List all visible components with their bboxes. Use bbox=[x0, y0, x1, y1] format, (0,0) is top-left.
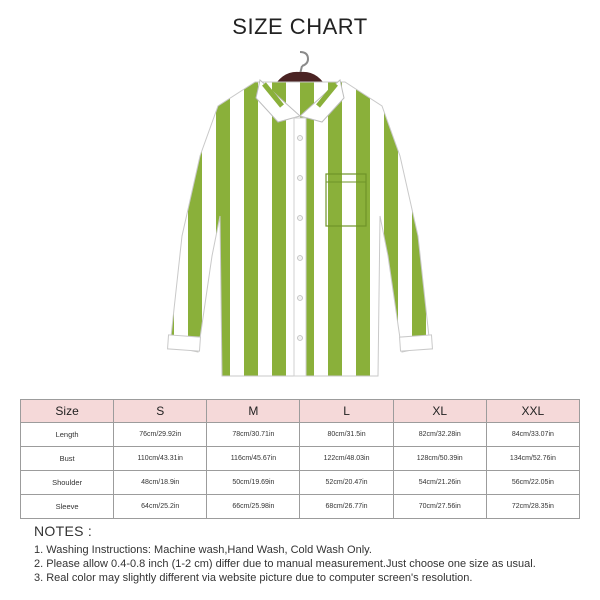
striped-shirt-icon bbox=[160, 46, 440, 386]
table-header-row bbox=[21, 400, 580, 423]
table-cell: 84cm/33.07in bbox=[486, 423, 579, 447]
row-label: Length bbox=[21, 423, 114, 447]
table-cell: 80cm/31.5in bbox=[300, 423, 393, 447]
table-cell: 116cm/45.67in bbox=[207, 447, 300, 471]
table-cell: 82cm/32.28in bbox=[393, 423, 486, 447]
table-cell: 134cm/52.76in bbox=[486, 447, 579, 471]
row-label: Bust bbox=[21, 447, 114, 471]
size-chart-table bbox=[20, 399, 580, 519]
column-header: XL bbox=[393, 400, 486, 423]
table-row bbox=[21, 471, 580, 495]
note-item: 2. Please allow 0.4-0.8 inch (1-2 cm) differ due to manual measurement.Just choose one size as usual. bbox=[34, 558, 536, 570]
table-cell: 52cm/20.47in bbox=[300, 471, 393, 495]
table-cell: 110cm/43.31in bbox=[114, 447, 207, 471]
table-cell: 54cm/21.26in bbox=[393, 471, 486, 495]
notes-section bbox=[34, 523, 594, 585]
table-cell: 56cm/22.05in bbox=[486, 471, 579, 495]
column-header: M bbox=[207, 400, 300, 423]
table-cell: 64cm/25.2in bbox=[114, 495, 207, 519]
column-header: XXL bbox=[486, 400, 579, 423]
note-item: 3. Real color may slightly different via website picture due to computer screen's resolution. bbox=[34, 572, 473, 584]
column-header: L bbox=[300, 400, 393, 423]
table-cell: 70cm/27.56in bbox=[393, 495, 486, 519]
page-title: SIZE CHART bbox=[232, 14, 368, 39]
product-image bbox=[160, 46, 440, 386]
row-label: Sleeve bbox=[21, 495, 114, 519]
column-header: Size bbox=[21, 400, 114, 423]
table-row bbox=[21, 447, 580, 471]
note-item: 1. Washing Instructions: Machine wash,Hand Wash, Cold Wash Only. bbox=[34, 544, 372, 556]
table-cell: 128cm/50.39in bbox=[393, 447, 486, 471]
table-cell: 78cm/30.71in bbox=[207, 423, 300, 447]
row-label: Shoulder bbox=[21, 471, 114, 495]
table-cell: 76cm/29.92in bbox=[114, 423, 207, 447]
table-cell: 72cm/28.35in bbox=[486, 495, 579, 519]
table-row bbox=[21, 495, 580, 519]
table-cell: 122cm/48.03in bbox=[300, 447, 393, 471]
table-cell: 68cm/26.77in bbox=[300, 495, 393, 519]
table-cell: 48cm/18.9in bbox=[114, 471, 207, 495]
table-cell: 50cm/19.69in bbox=[207, 471, 300, 495]
table-row bbox=[21, 423, 580, 447]
column-header: S bbox=[114, 400, 207, 423]
table-cell: 66cm/25.98in bbox=[207, 495, 300, 519]
notes-title: NOTES : bbox=[34, 523, 93, 539]
